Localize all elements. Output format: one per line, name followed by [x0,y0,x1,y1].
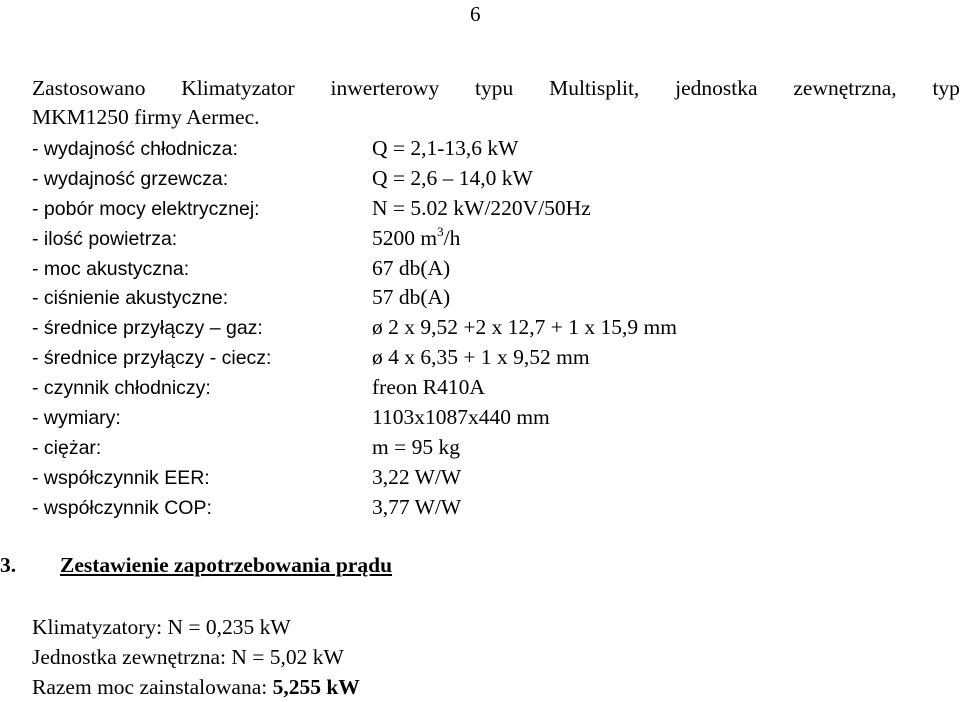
spec-value: ø 2 x 9,52 +2 x 12,7 + 1 x 15,9 mm [372,315,677,340]
spec-value: Q = 2,6 – 14,0 kW [372,165,533,190]
section-number: 3. [0,553,17,577]
section-title: Zestawienie zapotrzebowania prądu [60,553,393,577]
intro-line-1 [32,74,960,103]
spec-label: - wymiary: [32,407,121,430]
spec-row [32,315,932,345]
summary-total-label: Razem moc zainstalowana: [32,675,273,699]
spec-row [32,405,932,435]
spec-value [372,223,461,251]
spec-value-base: 5200 m [372,225,438,250]
spec-row [32,345,932,375]
spec-value-suffix: /h [443,225,461,250]
spec-label: - średnice przyłączy - ciecz: [32,347,272,370]
intro-paragraph [32,74,960,132]
spec-row [32,256,932,286]
spec-label: - pobór mocy elektrycznej: [32,197,260,220]
spec-row [32,435,932,465]
spec-label: - ilość powietrza: [32,227,178,250]
intro-word: zewnętrzna, [793,76,897,100]
intro-word: jednostka [675,76,758,100]
spec-label: - współczynnik COP: [32,496,212,519]
spec-label: - wydajność grzewcza: [32,167,229,190]
intro-word: typ [932,76,960,100]
spec-row [32,285,932,315]
spec-value: 3,77 W/W [372,494,462,519]
spec-value: freon R410A [372,375,485,400]
summary-total-value: 5,255 kW [272,675,360,699]
spec-row [32,375,932,405]
spec-value: m = 95 kg [372,434,460,459]
spec-label: - współczynnik EER: [32,466,210,489]
spec-row [32,136,932,166]
spec-label: - czynnik chłodniczy: [32,377,211,400]
intro-word: typu [475,76,514,100]
intro-word: inwerterowy [330,76,440,100]
spec-label: - średnice przyłączy – gaz: [32,317,263,340]
spec-label: - wydajność chłodnicza: [32,138,238,160]
spec-value: ø 4 x 6,35 + 1 x 9,52 mm [372,345,590,370]
spec-value: Q = 2,1-13,6 kW [372,136,519,160]
page-number: 6 [470,2,481,26]
spec-row [32,465,932,495]
spec-label: - ciśnienie akustyczne: [32,287,229,310]
summary-line: Jednostka zewnętrzna: N = 5,02 kW [32,645,344,669]
summary-line: Klimatyzatory: N = 0,235 kW [32,615,291,639]
intro-word: Zastosowano [32,76,146,100]
intro-word: Multisplit, [549,76,640,100]
intro-word: Klimatyzator [181,76,295,100]
intro-line-2: MKM1250 firmy Aermec. [32,105,260,129]
spec-list [32,136,932,525]
spec-row [32,166,932,196]
spec-value: 57 db(A) [372,285,451,310]
spec-value: N = 5.02 kW/220V/50Hz [372,195,591,220]
spec-row [32,196,932,226]
spec-value: 1103x1087x440 mm [372,405,550,430]
superscript: 3 [437,223,444,239]
spec-value: 3,22 W/W [372,464,462,489]
spec-row [32,495,932,525]
spec-row [32,223,932,256]
spec-label: - ciężar: [32,436,102,459]
power-summary [32,612,360,702]
spec-value: 67 db(A) [372,255,451,280]
summary-total-line [32,672,360,702]
spec-label: - moc akustyczna: [32,257,190,280]
